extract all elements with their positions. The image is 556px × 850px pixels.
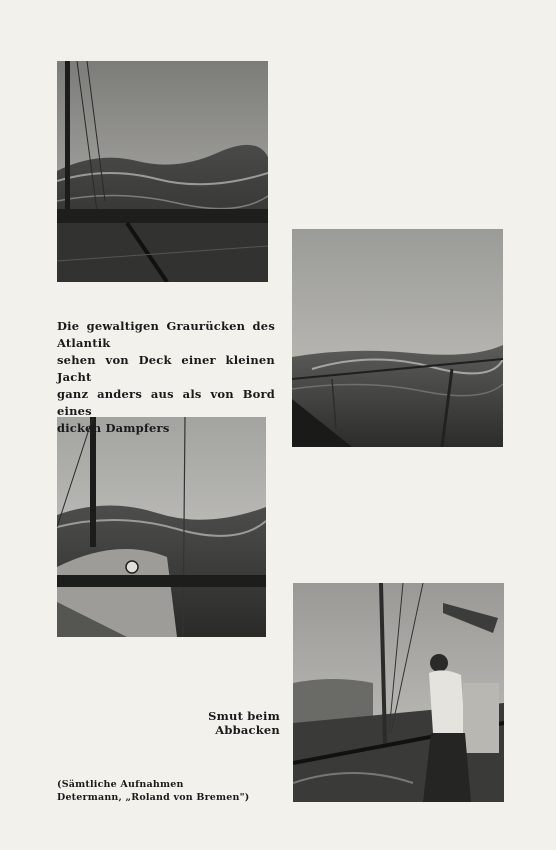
- photo-credit-line-2: Determann, „Roland von Bremen"): [57, 792, 250, 803]
- photo-cook-on-deck: [293, 583, 504, 802]
- caption-atlantic: [57, 318, 275, 437]
- photo-deck-rail-waves: [57, 61, 268, 282]
- photo-credit-line-1: (Sämtliche Aufnahmen: [57, 779, 184, 790]
- caption-atlantic-line-2: sehen von Deck einer kleinen Jacht: [57, 353, 275, 384]
- photo-credit: [57, 778, 287, 804]
- photo-sea-horizon: [292, 229, 503, 447]
- caption-atlantic-line-4: dicken Dampfers: [57, 421, 170, 435]
- caption-atlantic-line-3: ganz anders aus als von Bord eines: [57, 387, 275, 418]
- caption-smut: Smut beim Abbacken: [208, 709, 280, 737]
- photo-mast-deck-swell: [57, 417, 266, 637]
- caption-atlantic-line-1: Die gewaltigen Graurücken des Atlantik: [57, 319, 275, 350]
